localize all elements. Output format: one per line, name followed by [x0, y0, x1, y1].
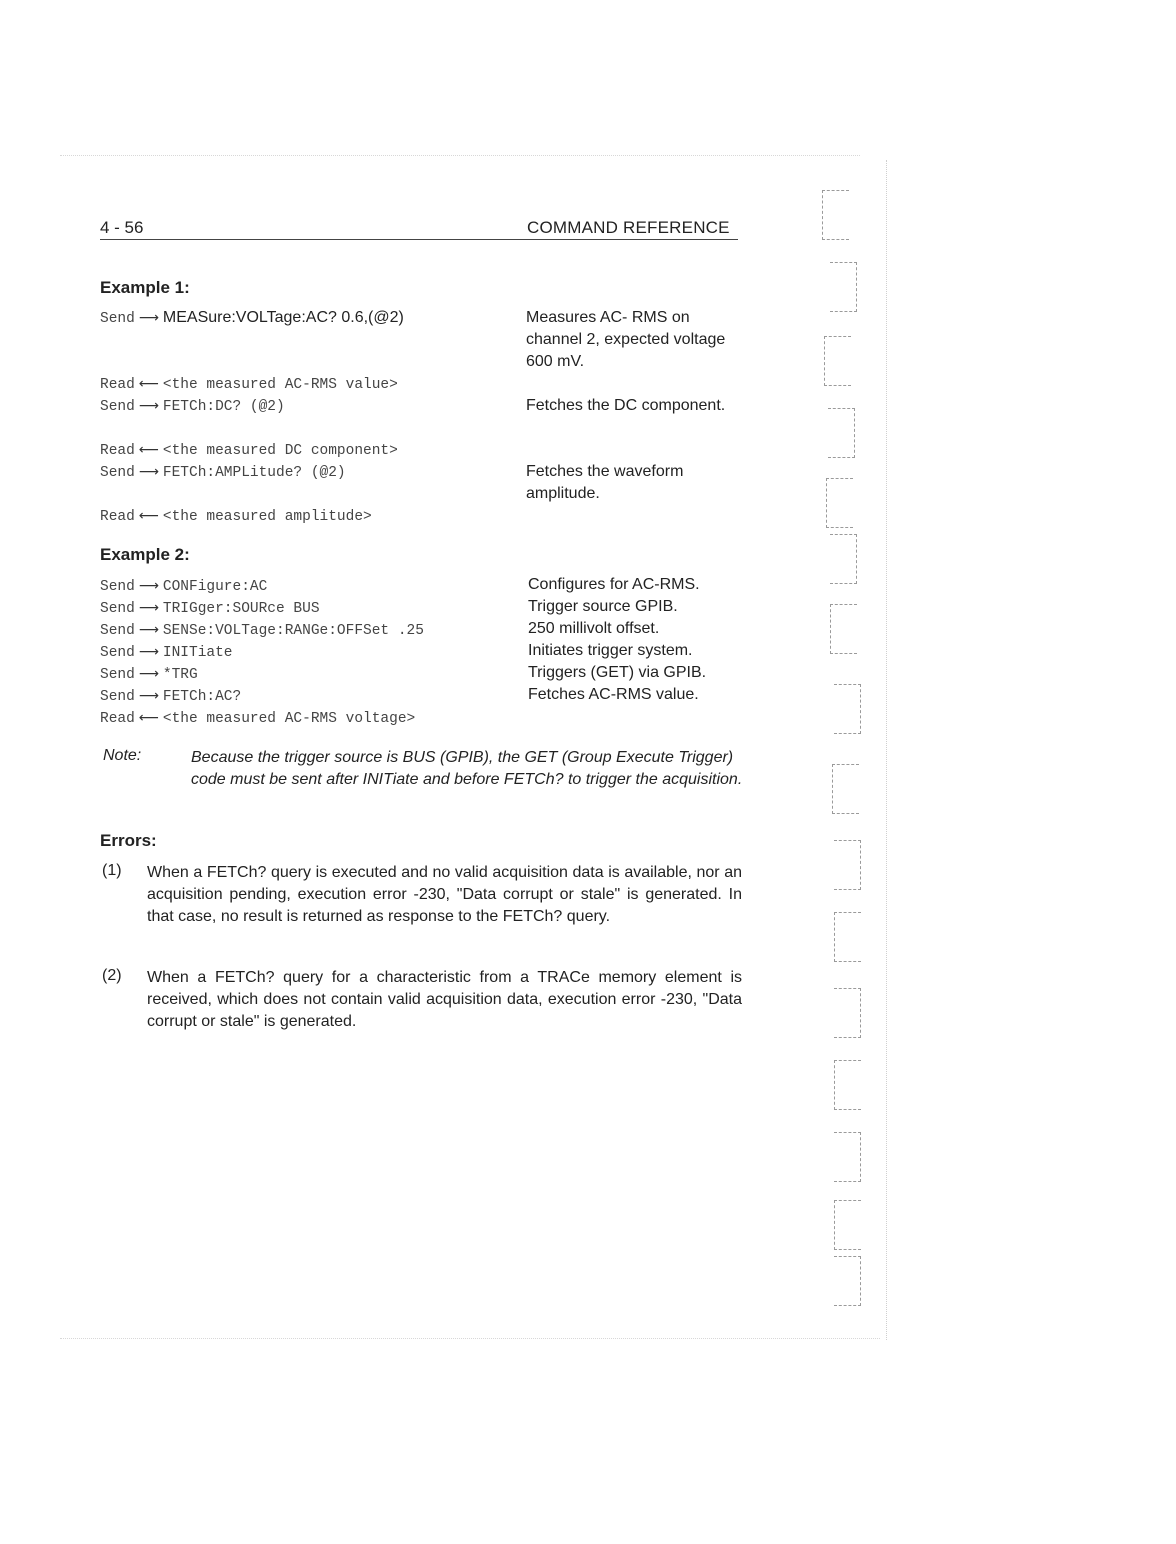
command: TRIGger:SOURce BUS: [162, 601, 320, 617]
verb: Send: [100, 645, 135, 661]
command: *TRG: [162, 667, 198, 683]
arrow-right-icon: ⟶: [138, 666, 159, 682]
errors-title: Errors:: [100, 831, 157, 850]
verb: Read: [100, 377, 135, 393]
command: INITiate: [162, 645, 233, 661]
index-tab-mark: [834, 1256, 861, 1306]
arrow-right-icon: ⟶: [138, 578, 159, 594]
command: FETCh:AMPLitude? (@2): [162, 465, 346, 481]
example2-desc-2: Trigger source GPIB.: [528, 598, 678, 615]
verb: Read: [100, 443, 135, 459]
example2-desc-1: Configures for AC-RMS.: [528, 576, 700, 593]
verb: Send: [100, 689, 135, 705]
scan-artifact-top: [60, 155, 860, 156]
example2-row-3: [100, 621, 424, 639]
example2-desc-3: 250 millivolt offset.: [528, 620, 660, 637]
index-tab-mark: [834, 1200, 861, 1250]
verb: Read: [100, 509, 135, 525]
example1-row-3: [100, 397, 285, 415]
arrow-left-icon: ⟵: [138, 442, 159, 458]
verb: Read: [100, 711, 135, 727]
example1-row-6: [100, 507, 372, 525]
verb: Send: [100, 579, 135, 595]
verb: Send: [100, 601, 135, 617]
index-tab-mark: [834, 684, 861, 734]
verb: Send: [100, 399, 135, 415]
command: <the measured amplitude>: [162, 509, 372, 525]
index-tab-mark: [830, 534, 857, 584]
index-tab-mark: [830, 604, 857, 654]
command: SENSe:VOLTage:RANGe:OFFSet .25: [162, 623, 424, 639]
verb: Send: [100, 311, 135, 327]
arrow-left-icon: ⟵: [138, 508, 159, 524]
example2-row-6: [100, 687, 241, 705]
arrow-right-icon: ⟶: [138, 688, 159, 704]
index-tab-mark: [834, 912, 861, 962]
index-tab-mark: [824, 336, 851, 386]
arrow-right-icon: ⟶: [138, 600, 159, 616]
verb: Send: [100, 465, 135, 481]
example2-row-5: [100, 665, 198, 683]
command: CONFigure:AC: [162, 579, 268, 595]
index-tab-mark: [832, 764, 859, 814]
example2-desc-6: Fetches AC-RMS value.: [528, 686, 699, 703]
arrow-right-icon: ⟶: [138, 310, 159, 326]
arrow-right-icon: ⟶: [138, 644, 159, 660]
error-1-number: (1): [102, 862, 122, 879]
example2-row-2: [100, 599, 320, 617]
index-tab-mark: [834, 1060, 861, 1110]
error-2-text: When a FETCh? query for a characteristic from a TRACe memory element is received, which does not contain valid acquisition data, execution error -230, "Data corrupt or stale" is generated.: [147, 969, 742, 1030]
command: MEASure:VOLTage:AC? 0.6,(@2): [162, 309, 404, 326]
note-label: Note:: [103, 747, 142, 764]
verb: Send: [100, 623, 135, 639]
command: <the measured DC component>: [162, 443, 398, 459]
index-tab-mark: [822, 190, 849, 240]
example2-row-4: [100, 643, 233, 661]
example2-row-7: [100, 709, 415, 727]
example2-title: Example 2:: [100, 545, 190, 564]
arrow-right-icon: ⟶: [138, 398, 159, 414]
example2-desc-5: Triggers (GET) via GPIB.: [528, 664, 707, 681]
example1-row-2: [100, 375, 398, 393]
command: FETCh:DC? (@2): [162, 399, 285, 415]
example2-row-1: [100, 577, 267, 595]
arrow-left-icon: ⟵: [138, 710, 159, 726]
error-1-text: When a FETCh? query is executed and no valid acquisition data is available, nor an acquisition pending, execution error -230, "Data corrupt or stale" is generated. In that case, no result is returned as response to the FETCh? query.: [147, 864, 742, 925]
command: <the measured AC-RMS voltage>: [162, 711, 416, 727]
example1-row-1: [100, 309, 404, 327]
arrow-left-icon: ⟵: [138, 376, 159, 392]
header-rule: [100, 239, 738, 240]
example1-desc-2: Fetches the DC component.: [526, 397, 726, 414]
arrow-right-icon: ⟶: [138, 464, 159, 480]
index-tab-mark: [830, 262, 857, 312]
example1-row-4: [100, 441, 398, 459]
note-text: Because the trigger source is BUS (GPIB), the GET (Group Execute Trigger) code must be sent after INITiate and before FETCh? to trigger the acquisition.: [191, 749, 743, 788]
running-head: COMMAND REFERENCE: [527, 218, 730, 237]
page-number: 4 - 56: [100, 218, 144, 237]
index-tab-mark: [834, 840, 861, 890]
verb: Send: [100, 667, 135, 683]
index-tab-mark: [826, 478, 853, 528]
example1-title: Example 1:: [100, 278, 190, 297]
scan-artifact-right: [886, 160, 887, 1340]
example1-desc-1: Measures AC- RMS on channel 2, expected voltage 600 mV.: [526, 309, 726, 370]
error-2-number: (2): [102, 967, 122, 984]
command: FETCh:AC?: [162, 689, 242, 705]
arrow-right-icon: ⟶: [138, 622, 159, 638]
example1-desc-3: Fetches the waveform amplitude.: [526, 463, 684, 502]
index-tab-mark: [828, 408, 855, 458]
scan-artifact-bottom: [60, 1338, 880, 1339]
example2-desc-4: Initiates trigger system.: [528, 642, 693, 659]
index-tab-mark: [834, 1132, 861, 1182]
command: <the measured AC-RMS value>: [162, 377, 398, 393]
example1-row-5: [100, 463, 346, 481]
index-tab-mark: [834, 988, 861, 1038]
